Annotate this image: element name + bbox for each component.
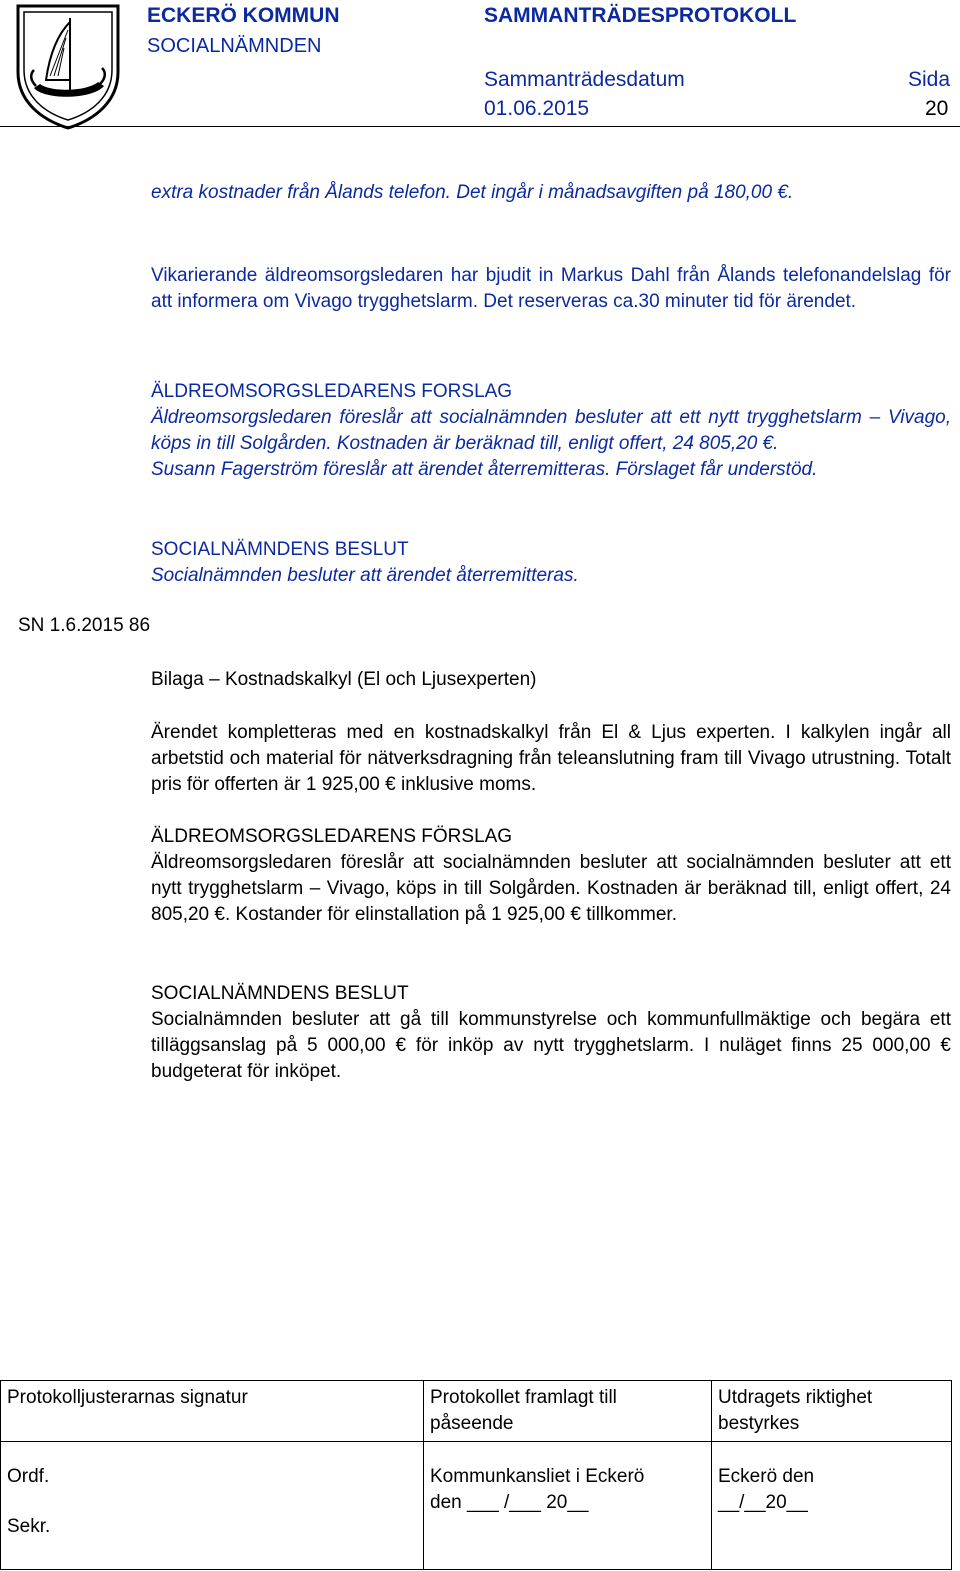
signature-col-2-body (424, 1442, 712, 1570)
page-number: 20 (925, 97, 949, 120)
supplement-paragraph: Ärendet kompletteras med en kostnadskalkyl från El & Ljus experten. I kalkylen ingår all arbetstid och material för nätverksdragning från teleanslutning fram till Vivago utrustning. Totalt pris för offerten är 1 925,00 € inklusive moms. (151, 722, 951, 795)
municipality-crest-logo (14, 2, 122, 130)
proposal-1-heading: ÄLDREOMSORGSLEDARENS FORSLAG (151, 381, 513, 402)
signature-table-header-row (1, 1381, 952, 1442)
proposal-2-section (151, 824, 951, 928)
document-type: SAMMANTRÄDESPROTOKOLL (484, 4, 797, 27)
intro-paragraph-1 (151, 180, 951, 206)
attachment-line: Bilaga – Kostnadskalkyl (El och Ljusexperten) (151, 669, 537, 690)
meeting-date-label: Sammanträdesdatum (484, 68, 685, 91)
signature-col-1-title: Protokolljusterarnas signatur (7, 1387, 248, 1408)
proposal-2-heading: ÄLDREOMSORGSLEDARENS FÖRSLAG (151, 826, 513, 847)
proposal-1-section (151, 379, 951, 483)
proposal-2-text: Äldreomsorgsledaren föreslår att socialnämnden besluter att socialnämnden besluter att ett nytt trygghetslarm – Vivago, köps in till Solgården. Kostnaden är beräknad till, enligt offert, 24 805,20 €. Kostander för elinstallation på 1 925,00 € tillkommer. (151, 852, 951, 925)
signature-table (0, 1380, 952, 1570)
header-divider (0, 126, 960, 127)
decision-2-section (151, 981, 951, 1085)
posting-date-blank: den ___ /___ 20__ (430, 1492, 589, 1513)
signature-col-3-title-line2: bestyrkes (718, 1413, 800, 1434)
decision-1-section (151, 537, 951, 589)
proposal-1-motion: Susann Fagerström föreslår att ärendet återremitteras. Förslaget får understöd. (151, 459, 818, 480)
intro-paragraph-2 (151, 263, 951, 315)
signature-col-2-title-line2: påseende (430, 1413, 514, 1434)
decision-1-text: Socialnämnden besluter att ärendet återremitteras. (151, 565, 579, 586)
certification-place: Eckerö den (718, 1466, 815, 1487)
case-reference: SN 1.6.2015 86 (18, 615, 151, 636)
signature-col-1-body (1, 1442, 424, 1570)
signature-col-3-body (712, 1442, 952, 1570)
signature-col-1-header (1, 1381, 424, 1442)
signature-col-3-header (712, 1381, 952, 1442)
decision-1-heading: SOCIALNÄMNDENS BESLUT (151, 539, 409, 560)
page-label: Sida (908, 68, 951, 91)
signature-table-body-row (1, 1442, 952, 1570)
signature-col-2-title-line1: Protokollet framlagt till (430, 1387, 617, 1408)
secretary-label: Sekr. (7, 1516, 51, 1537)
proposal-1-text: Äldreomsorgsledaren föreslår att socialnämnden besluter att ett nytt trygghetslarm – Vivago, köps in till Solgården. Kostnaden är beräknad till, enligt offert, 24 805,20 €. (151, 407, 951, 454)
intro-text-2: Vikarierande äldreomsorgsledaren har bjudit in Markus Dahl från Ålands telefonandelslag för att informera om Vivago trygghetslarm. Det reserveras ca.30 minuter tid för ärendet. (151, 265, 951, 312)
posting-place: Kommunkansliet i Eckerö (430, 1466, 645, 1487)
intro-text-1: extra kostnader från Ålands telefon. Det ingår i månadsavgiften på 180,00 €. (151, 182, 794, 203)
signature-col-2-header (424, 1381, 712, 1442)
committee-name: SOCIALNÄMNDEN (147, 35, 322, 57)
chairman-label: Ordf. (7, 1466, 50, 1487)
decision-2-text: Socialnämnden besluter att gå till kommunstyrelse och kommunfullmäktige och begära ett tilläggsanslag på 5 000,00 € för inköp av nytt trygghetslarm. I nuläget finns 25 000,00 € budgeterat för inköpet. (151, 1009, 951, 1082)
decision-2-heading: SOCIALNÄMNDENS BESLUT (151, 983, 409, 1004)
signature-col-3-title-line1: Utdragets riktighet (718, 1387, 873, 1408)
certification-date-blank: __/__20__ (718, 1492, 808, 1513)
municipality-name: ECKERÖ KOMMUN (147, 4, 340, 27)
meeting-date-value: 01.06.2015 (484, 97, 590, 120)
